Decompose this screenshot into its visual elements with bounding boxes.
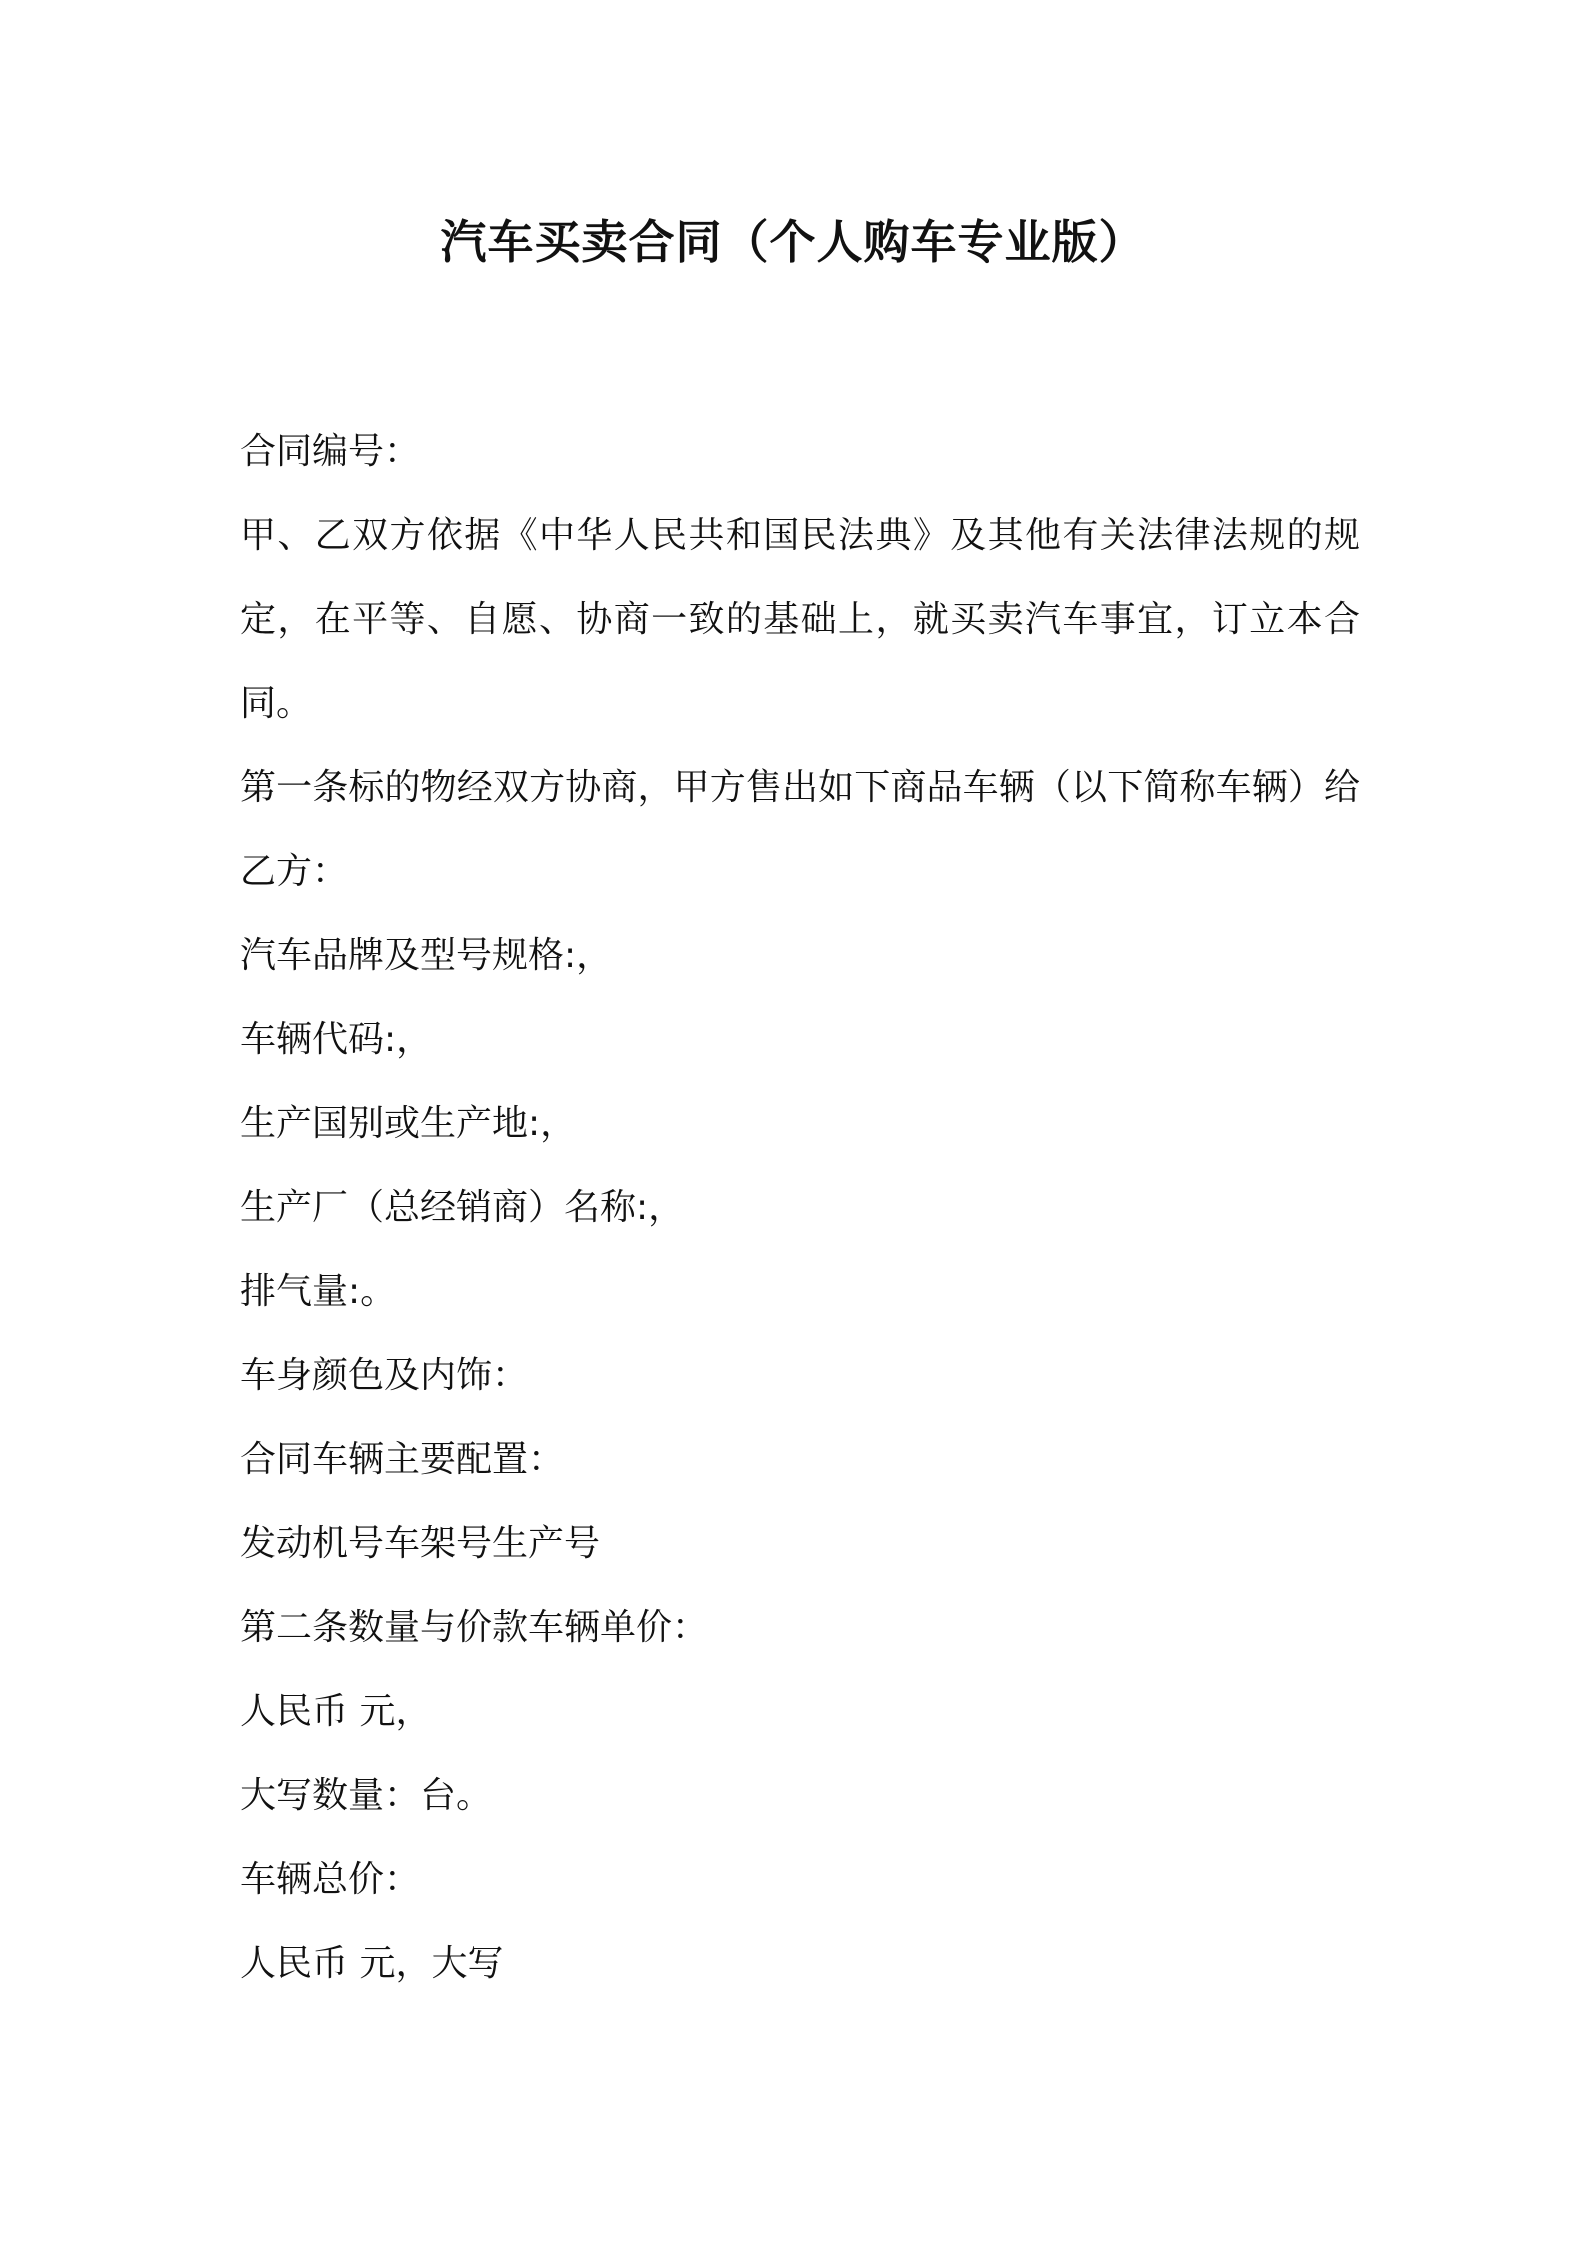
intro-paragraph: 甲、乙双方依据《中华人民共和国民法典》及其他有关法律法规的规定，在平等、自愿、协商一致的基础上，就买卖汽车事宜，订立本合同。 [240, 515, 1360, 724]
contract-number-line: 合同编号： [240, 431, 421, 472]
brand-model-line: 汽车品牌及型号规格:， [240, 935, 613, 976]
quantity-line: 大写数量：台。 [240, 1775, 493, 1816]
displacement-line: 排气量:。 [240, 1271, 397, 1312]
vehicle-code-line: 车辆代码:， [240, 1019, 433, 1060]
manufacturer-line: 生产厂（总经销商）名称:， [240, 1187, 685, 1228]
article-1-paragraph: 第一条标的物经双方协商，甲方售出如下商品车辆（以下简称车辆）给乙方： [240, 767, 1360, 892]
total-price-label-line: 车辆总价： [240, 1859, 421, 1900]
unit-price-line: 人民币 元， [240, 1691, 432, 1732]
vehicle-numbers-line: 发动机号车架号生产号 [240, 1523, 601, 1564]
total-price-rmb-line: 人民币 元，大写 [240, 1943, 504, 1984]
document-body [240, 410, 1360, 2006]
main-config-line: 合同车辆主要配置： [240, 1439, 565, 1480]
origin-line: 生产国别或生产地:， [240, 1103, 577, 1144]
document-title: 汽车买卖合同（个人购车专业版） [440, 215, 1146, 269]
article-2-line: 第二条数量与价款车辆单价： [240, 1607, 709, 1648]
color-interior-line: 车身颜色及内饰： [240, 1355, 529, 1396]
